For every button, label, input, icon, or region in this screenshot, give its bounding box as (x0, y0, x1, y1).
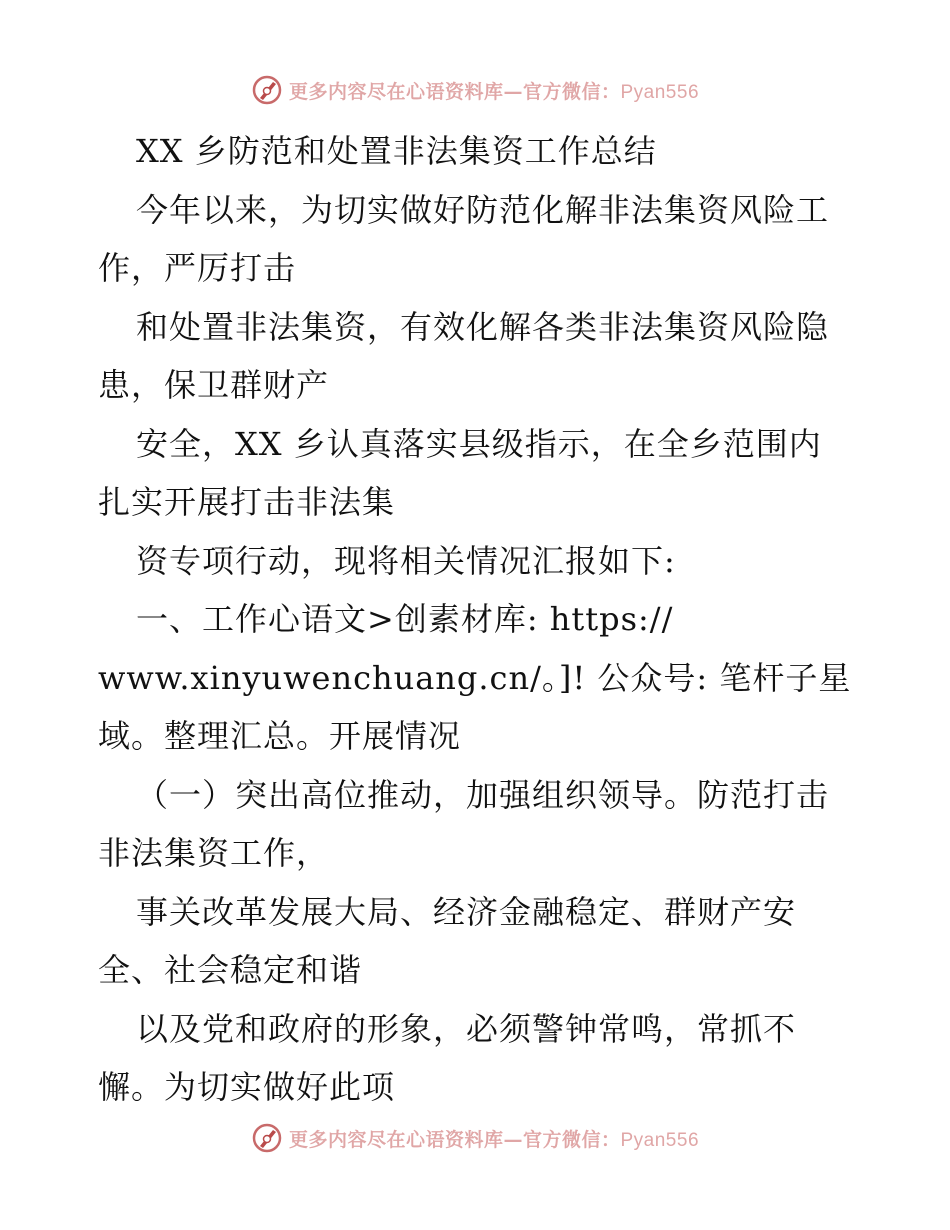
quill-pen-circle-icon (251, 74, 283, 106)
paragraph-line: 扎实开展打击非法集 (98, 483, 396, 521)
paragraph-line: 资专项行动，现将相关情况汇报如下: (136, 541, 676, 580)
paragraph-line: 患，保卫群财产 (98, 366, 330, 404)
watermark-account: Pyan556 (620, 1129, 700, 1151)
subsection-heading: （一）突出高位推动，加强组织领导。防范打击 (136, 775, 830, 814)
quill-pen-circle-icon (251, 1122, 283, 1154)
paragraph-line: 懈。为切实做好此项 (98, 1068, 396, 1106)
section-heading: 一、工作心语文>创素材库: https:// (136, 600, 674, 638)
paragraph-line: 作，严厉打击 (98, 249, 297, 287)
paragraph-line: 安全，XX 乡认真落实县级指示，在全乡范围内 (136, 424, 822, 463)
document-title: XX 乡防范和处置非法集资工作总结 (136, 132, 657, 170)
footer-watermark (0, 1118, 950, 1158)
document-body (98, 122, 858, 1117)
paragraph-line: 域。整理汇总。开展情况 (98, 717, 462, 755)
watermark-text: 更多内容尽在心语资料库—官方微信：Pyan556 (288, 80, 700, 103)
paragraph-line: www.xinyuwenchuang.cn/。]! 公众号: 笔杆子星 (98, 658, 852, 697)
paragraph-line: 今年以来，为切实做好防范化解非法集资风险工 (136, 190, 830, 229)
paragraph-line: 以及党和政府的形象，必须警钟常鸣，常抓不 (136, 1009, 797, 1048)
watermark-text: 更多内容尽在心语资料库—官方微信：Pyan556 (288, 1128, 700, 1151)
header-watermark (0, 70, 950, 110)
watermark-account: Pyan556 (620, 81, 700, 103)
paragraph-line: 和处置非法集资，有效化解各类非法集资风险隐 (136, 307, 830, 346)
paragraph-line: 全、社会稳定和谐 (98, 951, 363, 989)
paragraph-line: 事关改革发展大局、经济金融稳定、群财产安 (136, 892, 797, 931)
paragraph-line: 非法集资工作， (98, 834, 330, 872)
